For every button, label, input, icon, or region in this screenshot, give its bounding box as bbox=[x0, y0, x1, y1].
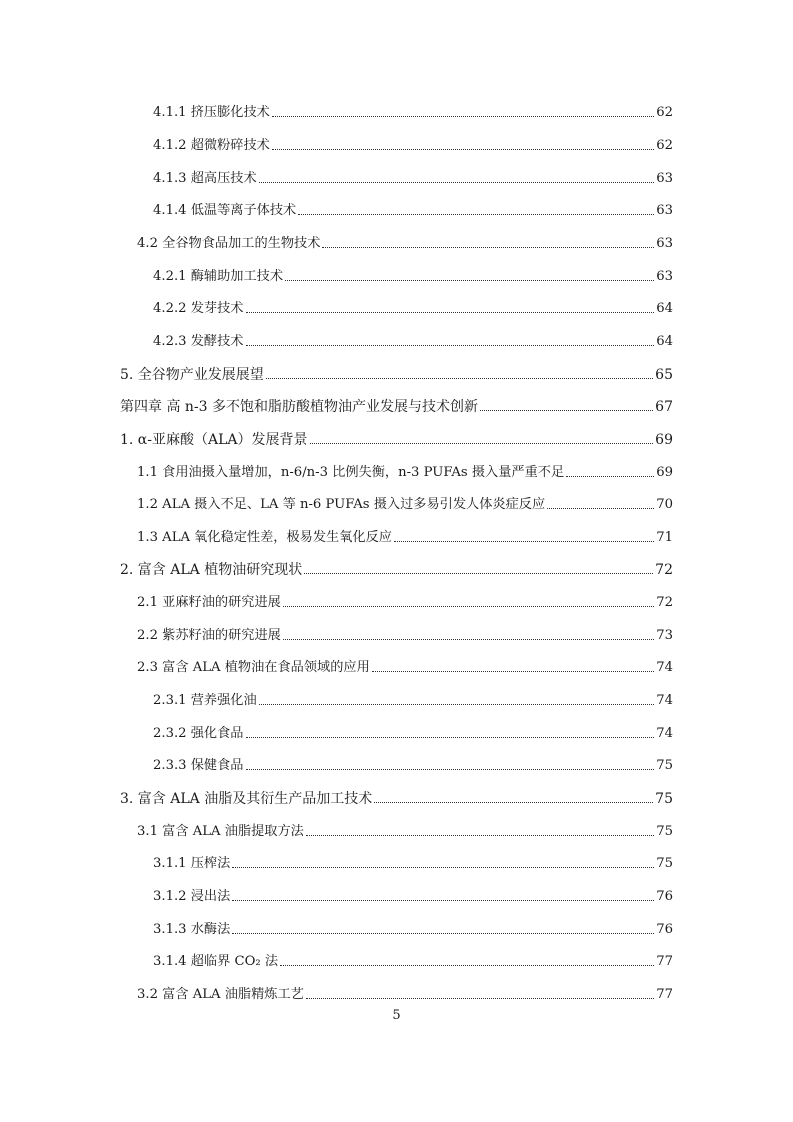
toc-entry-title: 3.1.2 浸出法 bbox=[153, 889, 231, 904]
toc-leader-dots bbox=[266, 378, 653, 379]
toc-entry[interactable] bbox=[153, 197, 673, 219]
toc-entry[interactable] bbox=[153, 295, 673, 317]
toc-entry-page: 65 bbox=[655, 367, 673, 383]
toc-entry-page: 76 bbox=[656, 922, 673, 937]
toc-leader-dots bbox=[232, 933, 654, 934]
toc-entry-title: 第四章 高 n-3 多不饱和脂肪酸植物油产业发展与技术创新 bbox=[120, 399, 479, 415]
toc-entry-title: 1.3 ALA 氧化稳定性差，极易发生氧化反应 bbox=[137, 530, 392, 545]
toc-leader-dots bbox=[304, 573, 653, 574]
toc-leader-dots bbox=[394, 541, 654, 542]
toc-leader-dots bbox=[372, 671, 654, 672]
toc-entry-page: 77 bbox=[656, 954, 673, 969]
toc-entry[interactable] bbox=[137, 818, 673, 840]
toc-entry[interactable] bbox=[153, 850, 673, 872]
toc-entry[interactable] bbox=[137, 981, 673, 1003]
toc-entry-title: 4.1.2 超微粉碎技术 bbox=[153, 138, 270, 153]
toc-entry[interactable] bbox=[120, 393, 673, 415]
toc-leader-dots bbox=[259, 704, 655, 705]
toc-leader-dots bbox=[232, 867, 654, 868]
toc-entry-page: 64 bbox=[656, 334, 673, 349]
toc-entry-page: 75 bbox=[656, 758, 673, 773]
toc-entry-page: 74 bbox=[656, 693, 673, 708]
toc-entry-title: 4.2.1 酶辅助加工技术 bbox=[153, 269, 284, 284]
toc-entry-page: 76 bbox=[656, 889, 673, 904]
toc-leader-dots bbox=[306, 835, 654, 836]
toc-leader-dots bbox=[310, 443, 654, 444]
toc-entry-title: 3. 富含 ALA 油脂及其衍生产品加工技术 bbox=[120, 791, 373, 807]
toc-leader-dots bbox=[246, 345, 655, 346]
toc-leader-dots bbox=[547, 508, 654, 509]
toc-entry[interactable] bbox=[137, 230, 673, 252]
toc-entry-page: 72 bbox=[655, 562, 673, 578]
toc-entry[interactable] bbox=[120, 556, 673, 578]
toc-entry-title: 4.1.3 超高压技术 bbox=[153, 171, 257, 186]
toc-leader-dots bbox=[272, 116, 654, 117]
toc-entry[interactable] bbox=[153, 883, 673, 905]
toc-entry-title: 2. 富含 ALA 植物油研究现状 bbox=[120, 562, 303, 578]
toc-entry-page: 67 bbox=[655, 399, 673, 415]
toc-entry-page: 74 bbox=[656, 660, 673, 675]
toc-entry-page: 64 bbox=[656, 301, 673, 316]
toc-entry-page: 74 bbox=[656, 726, 673, 741]
toc-leader-dots bbox=[285, 280, 654, 281]
toc-leader-dots bbox=[272, 149, 654, 150]
toc-entry[interactable] bbox=[137, 622, 673, 644]
toc-leader-dots bbox=[322, 247, 654, 248]
toc-leader-dots bbox=[298, 214, 654, 215]
toc-entry-title: 1.2 ALA 摄入不足、LA 等 n-6 PUFAs 摄入过多易引发人体炎症反应 bbox=[137, 497, 546, 512]
toc-entry-title: 5. 全谷物产业发展展望 bbox=[120, 367, 264, 383]
toc-entry-title: 2.3.3 保健食品 bbox=[153, 758, 244, 773]
toc-entry[interactable] bbox=[153, 752, 673, 774]
toc-leader-dots bbox=[246, 769, 655, 770]
toc-entry-title: 4.2.3 发酵技术 bbox=[153, 334, 244, 349]
toc-entry-page: 72 bbox=[656, 595, 673, 610]
toc-entry[interactable] bbox=[153, 99, 673, 121]
toc-leader-dots bbox=[566, 476, 654, 477]
toc-entry-page: 69 bbox=[656, 465, 673, 480]
toc-entry-page: 63 bbox=[656, 269, 673, 284]
toc-leader-dots bbox=[283, 639, 654, 640]
toc-entry-page: 62 bbox=[656, 138, 673, 153]
toc-entry[interactable] bbox=[153, 916, 673, 938]
toc-leader-dots bbox=[246, 312, 655, 313]
toc-entry[interactable] bbox=[153, 328, 673, 350]
toc-entry-title: 2.3.2 强化食品 bbox=[153, 726, 244, 741]
toc-entry[interactable] bbox=[137, 524, 673, 546]
toc-leader-dots bbox=[374, 802, 653, 803]
toc-entry-page: 62 bbox=[656, 105, 673, 120]
toc-entry-title: 2.3 富含 ALA 植物油在食品领域的应用 bbox=[137, 660, 370, 675]
toc-entry[interactable] bbox=[137, 654, 673, 676]
toc-entry-title: 3.1.1 压榨法 bbox=[153, 856, 231, 871]
toc-leader-dots bbox=[246, 737, 655, 738]
toc-leader-dots bbox=[480, 410, 653, 411]
toc-entry-page: 70 bbox=[656, 497, 673, 512]
toc-entry-title: 4.2 全谷物食品加工的生物技术 bbox=[137, 236, 321, 251]
toc-entry[interactable] bbox=[153, 687, 673, 709]
toc-entry-page: 75 bbox=[656, 856, 673, 871]
toc-leader-dots bbox=[306, 998, 654, 999]
toc-entry-title: 2.2 紫苏籽油的研究进展 bbox=[137, 628, 281, 643]
toc-entry-title: 2.3.1 营养强化油 bbox=[153, 693, 257, 708]
toc-leader-dots bbox=[280, 965, 654, 966]
toc-entry[interactable] bbox=[153, 132, 673, 154]
toc-entry[interactable] bbox=[120, 426, 673, 448]
toc-entry-title: 2.1 亚麻籽油的研究进展 bbox=[137, 595, 281, 610]
toc-entry-page: 75 bbox=[656, 824, 673, 839]
toc-entry-title: 3.1.4 超临界 CO₂ 法 bbox=[153, 954, 279, 969]
toc-entry-page: 71 bbox=[656, 530, 673, 545]
toc-entry-page: 63 bbox=[656, 171, 673, 186]
toc-entry-page: 77 bbox=[656, 987, 673, 1002]
page-number: 5 bbox=[392, 1008, 401, 1023]
toc-entry[interactable] bbox=[137, 491, 673, 513]
toc-entry-title: 3.1 富含 ALA 油脂提取方法 bbox=[137, 824, 304, 839]
toc-entry-page: 73 bbox=[656, 628, 673, 643]
toc-entry-title: 1. α-亚麻酸（ALA）发展背景 bbox=[120, 432, 308, 448]
toc-entry[interactable] bbox=[153, 165, 673, 187]
toc-entry[interactable] bbox=[153, 263, 673, 285]
toc-entry[interactable] bbox=[137, 459, 673, 481]
toc-entry[interactable] bbox=[137, 589, 673, 611]
toc-leader-dots bbox=[259, 182, 655, 183]
toc-entry-page: 63 bbox=[656, 236, 673, 251]
toc-entry-title: 3.1.3 水酶法 bbox=[153, 922, 231, 937]
toc-leader-dots bbox=[232, 900, 654, 901]
toc-entry-title: 4.1.1 挤压膨化技术 bbox=[153, 105, 270, 120]
toc-entry-page: 69 bbox=[655, 432, 673, 448]
toc-entry-page: 63 bbox=[656, 203, 673, 218]
toc-entry-title: 4.2.2 发芽技术 bbox=[153, 301, 244, 316]
toc-entry-title: 1.1 食用油摄入量增加，n-6/n-3 比例失衡，n-3 PUFAs 摄入量严重不足 bbox=[137, 465, 565, 480]
toc-entry[interactable] bbox=[153, 948, 673, 970]
toc-entry-title: 3.2 富含 ALA 油脂精炼工艺 bbox=[137, 987, 304, 1002]
toc-entry-title: 4.1.4 低温等离子体技术 bbox=[153, 203, 297, 218]
toc-entry-page: 75 bbox=[655, 791, 673, 807]
toc-leader-dots bbox=[283, 606, 654, 607]
toc-entry[interactable] bbox=[153, 720, 673, 742]
toc-entry[interactable] bbox=[120, 361, 673, 383]
toc-entry[interactable] bbox=[120, 785, 673, 807]
